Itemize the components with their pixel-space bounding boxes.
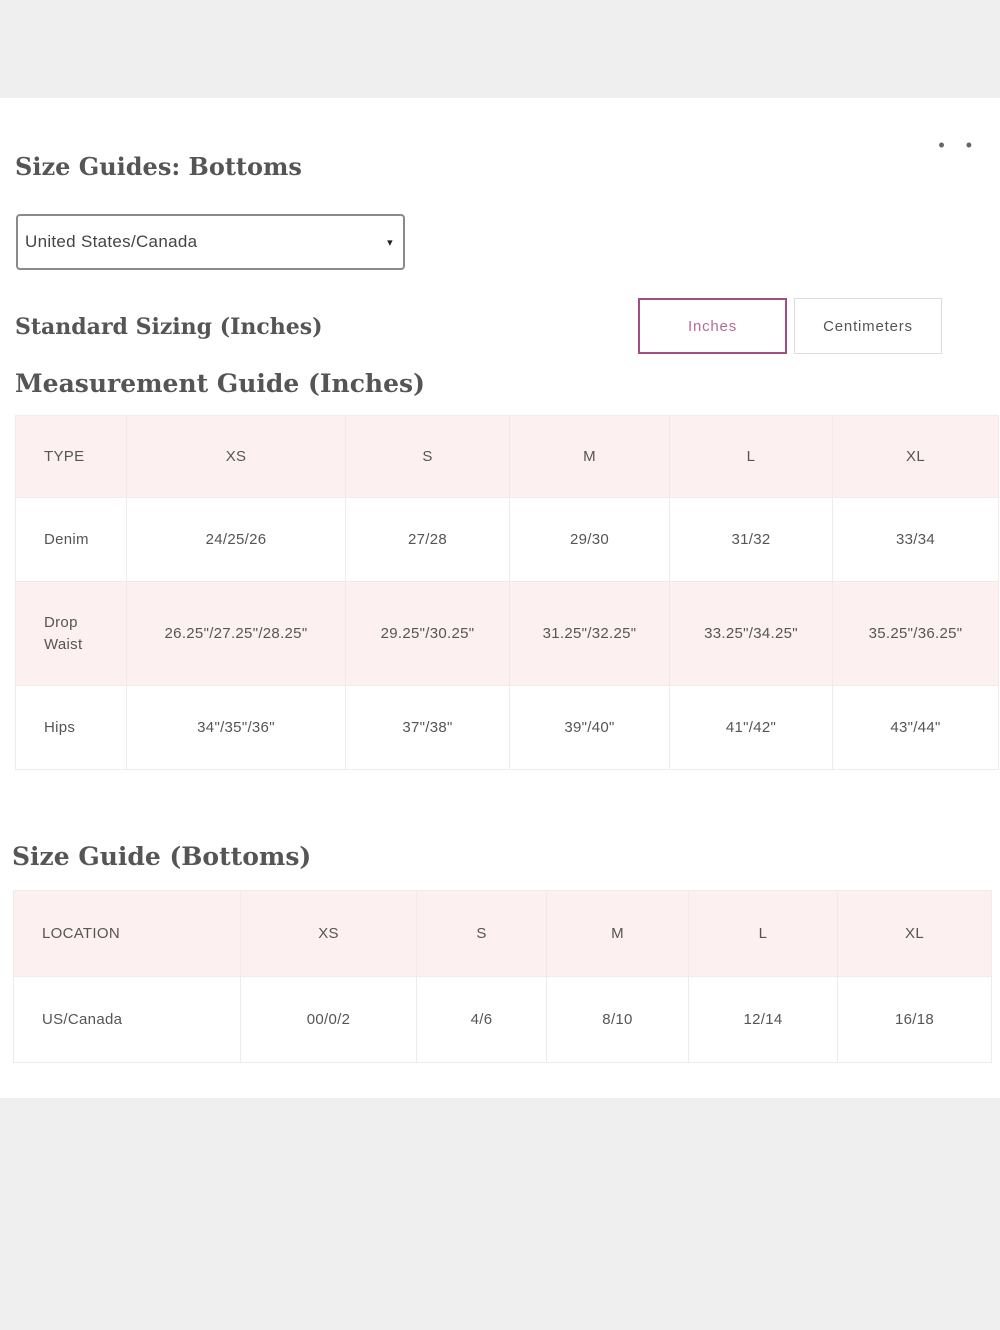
row-label: US/Canada bbox=[14, 977, 241, 1063]
region-select-value: United States/Canada bbox=[25, 232, 198, 251]
table-cell: 16/18 bbox=[838, 977, 992, 1063]
table-cell: 33.25"/34.25" bbox=[670, 582, 833, 686]
table-cell: 41"/42" bbox=[670, 686, 833, 770]
column-header: M bbox=[510, 416, 670, 498]
row-label: Hips bbox=[16, 686, 127, 770]
chevron-down-icon: ▾ bbox=[387, 236, 393, 249]
table-row bbox=[16, 498, 999, 582]
table-header-row bbox=[14, 891, 992, 977]
row-label-text: Drop Waist bbox=[44, 613, 83, 653]
column-header: XS bbox=[241, 891, 417, 977]
column-header: L bbox=[670, 416, 833, 498]
table-cell: 43"/44" bbox=[833, 686, 999, 770]
table-cell: 26.25"/27.25"/28.25" bbox=[127, 582, 346, 686]
table-cell: 4/6 bbox=[417, 977, 547, 1063]
table-cell: 31/32 bbox=[670, 498, 833, 582]
more-dots-icon[interactable]: • • bbox=[938, 135, 980, 155]
table-cell: 27/28 bbox=[346, 498, 510, 582]
column-header: M bbox=[547, 891, 689, 977]
centimeters-button[interactable]: Centimeters bbox=[794, 298, 942, 354]
standard-sizing-heading: Standard Sizing (Inches) bbox=[15, 314, 323, 340]
column-header: LOCATION bbox=[14, 891, 241, 977]
table-cell: 34"/35"/36" bbox=[127, 686, 346, 770]
measurement-table bbox=[15, 415, 999, 770]
column-header: L bbox=[689, 891, 838, 977]
row-label: Denim bbox=[16, 498, 127, 582]
table-cell: 31.25"/32.25" bbox=[510, 582, 670, 686]
table-header-row bbox=[16, 416, 999, 498]
measurement-guide-heading: Measurement Guide (Inches) bbox=[15, 369, 425, 398]
size-guide-panel bbox=[0, 98, 1000, 1098]
table-cell: 29.25"/30.25" bbox=[346, 582, 510, 686]
inches-button[interactable]: Inches bbox=[638, 298, 787, 354]
region-select[interactable] bbox=[16, 214, 405, 270]
table-cell: 00/0/2 bbox=[241, 977, 417, 1063]
table-cell: 33/34 bbox=[833, 498, 999, 582]
column-header: XS bbox=[127, 416, 346, 498]
column-header: TYPE bbox=[16, 416, 127, 498]
table-cell: 8/10 bbox=[547, 977, 689, 1063]
table-cell: 12/14 bbox=[689, 977, 838, 1063]
table-cell: 39"/40" bbox=[510, 686, 670, 770]
table-cell: 37"/38" bbox=[346, 686, 510, 770]
column-header: S bbox=[417, 891, 547, 977]
table-row bbox=[16, 686, 999, 770]
size-guide-table bbox=[13, 890, 992, 1063]
table-row bbox=[16, 582, 999, 686]
table-cell: 29/30 bbox=[510, 498, 670, 582]
size-guide-heading: Size Guide (Bottoms) bbox=[12, 842, 312, 871]
table-cell: 35.25"/36.25" bbox=[833, 582, 999, 686]
column-header: S bbox=[346, 416, 510, 498]
table-cell: 24/25/26 bbox=[127, 498, 346, 582]
column-header: XL bbox=[833, 416, 999, 498]
row-label bbox=[16, 582, 127, 686]
table-row bbox=[14, 977, 992, 1063]
column-header: XL bbox=[838, 891, 992, 977]
page-title: Size Guides: Bottoms bbox=[15, 152, 302, 181]
